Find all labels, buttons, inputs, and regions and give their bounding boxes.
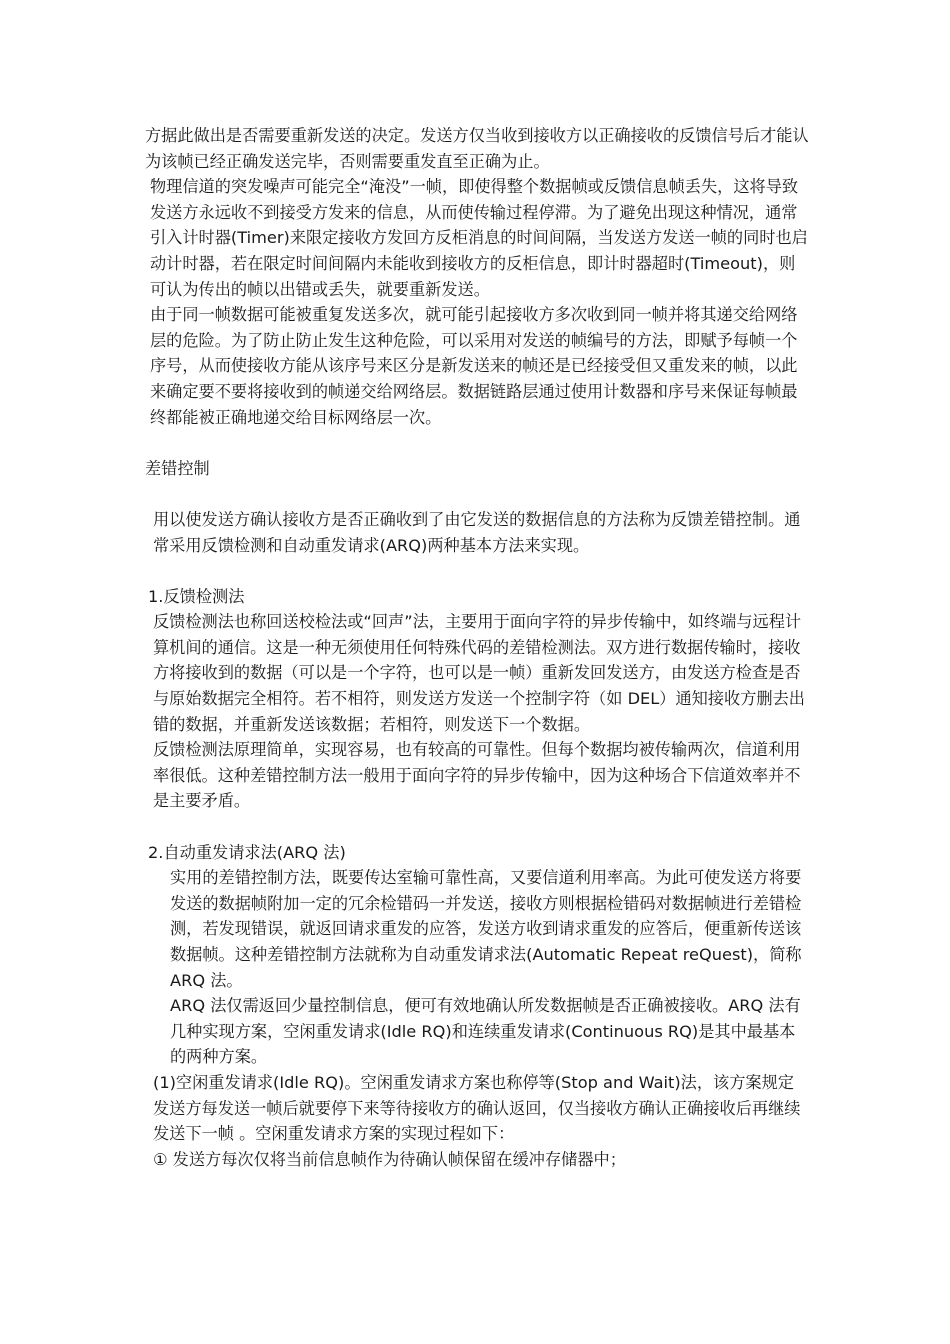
heading-arq: 2.自动重发请求法(ARQ 法) bbox=[148, 842, 346, 862]
document-page bbox=[145, 123, 810, 1172]
paragraph-arq-definition: 实用的差错控制方法，既要传达室输可靠性高，又要信道利用率高。为此可使发送方将要发送的数据帧附加一定的冗余检错码一并发送，接收方则根据检错码对数据帧进行差错检测，若发现错误，就返回请求重发的应答，发送方收到请求重发的应答后，便重新传送该数据帧。这种差错控制方法就称为自动重发请求法(Automatic Repeat reQuest)，简称 ARQ 法。 bbox=[170, 868, 802, 990]
paragraph-feedback-principle: 反馈检测法原理简单，实现容易，也有较高的可靠性。但每个数据均被传输两次，信道利用率很低。这种差错控制方法一般用于面向字符的异步传输中，因为这种场合下信道效率并不是主要矛盾。 bbox=[153, 740, 801, 811]
heading-feedback-detection: 1.反馈检测法 bbox=[148, 586, 245, 606]
paragraph-sequence-number: 由于同一帧数据可能被重复发送多次，就可能引起接收方多次收到同一帧并将其递交给网络层的危险。为了防止防止发生这种危险，可以采用对发送的帧编号的方法，即赋予每帧一个序号，从而使接收方能从该序号来区分是新发送来的帧还是已经接受但又重发来的帧，以此来确定要不要将接收到的帧递交给网络层。数据链路层通过使用计数器和序号来保证每帧最终都能被正确地递交给目标网络层一次。 bbox=[150, 305, 798, 427]
paragraph-feedback-detection: 反馈检测法也称回送校检法或“回声”法，主要用于面向字符的异步传输中，如终端与远程计算机间的通信。这是一种无须使用任何特殊代码的差错检测法。双方进行数据传输时，接收方将接收到的数据（可以是一个字符，也可以是一帧）重新发回发送方，由发送方检查是否与原始数据完全相符。若不相符，则发送方发送一个控制字符（如 DEL）通知接收方删去出错的数据，并重新发送该数据；若相符，则发送下一个数据。 bbox=[153, 612, 805, 734]
paragraph-idle-rq: (1)空闲重发请求(Idle RQ)。空闲重发请求方案也称停等(Stop and Wait)法，该方案规定发送方每发送一帧后就要停下来等待接收方的确认返回，仅当接收方确认正确接收后再继续发送下一帧 。空闲重发请求方案的实现过程如下： bbox=[153, 1072, 801, 1144]
paragraph-arq-schemes: ARQ 法仅需返回少量控制信息，便可有效地确认所发数据帧是否正确被接收。ARQ 法有几种实现方案，空闲重发请求(Idle RQ)和连续重发请求(Continuous RQ)是其中最基本的两种方案。 bbox=[170, 996, 801, 1067]
paragraph-frame-confirmation: 方据此做出是否需要重新发送的决定。发送方仅当收到接收方以正确接收的反馈信号后才能认为该帧已经正确发送完毕，否则需要重发直至正确为止。 bbox=[145, 126, 809, 171]
paragraph-feedback-error-control: 用以使发送方确认接收方是否正确收到了由它发送的数据信息的方法称为反馈差错控制。通常采用反馈检测和自动重发请求(ARQ)两种基本方法来实现。 bbox=[153, 509, 801, 555]
spacer bbox=[145, 558, 810, 584]
spacer bbox=[145, 481, 810, 507]
list-item-step-1: ① 发送方每次仅将当前信息帧作为待确认帧保留在缓冲存储器中； bbox=[153, 1149, 626, 1169]
heading-error-control: 差错控制 bbox=[145, 458, 210, 478]
spacer bbox=[145, 814, 810, 840]
paragraph-timer: 物理信道的突发噪声可能完全“淹没”一帧，即使得整个数据帧或反馈信息帧丢失，这将导致发送方永远收不到接受方发来的信息，从而使传输过程停滞。为了避免出现这种情况，通常引入计时器(Timer)来限定接收方发回方反柜消息的时间间隔，当发送方发送一帧的同时也启动计时器，若在限定时间间隔内未能收到接收方的反柜信息，即计时器超时(Timeout)，则可认为传出的帧以出错或丢失，就要重新发送。 bbox=[150, 177, 808, 299]
spacer bbox=[145, 430, 810, 456]
